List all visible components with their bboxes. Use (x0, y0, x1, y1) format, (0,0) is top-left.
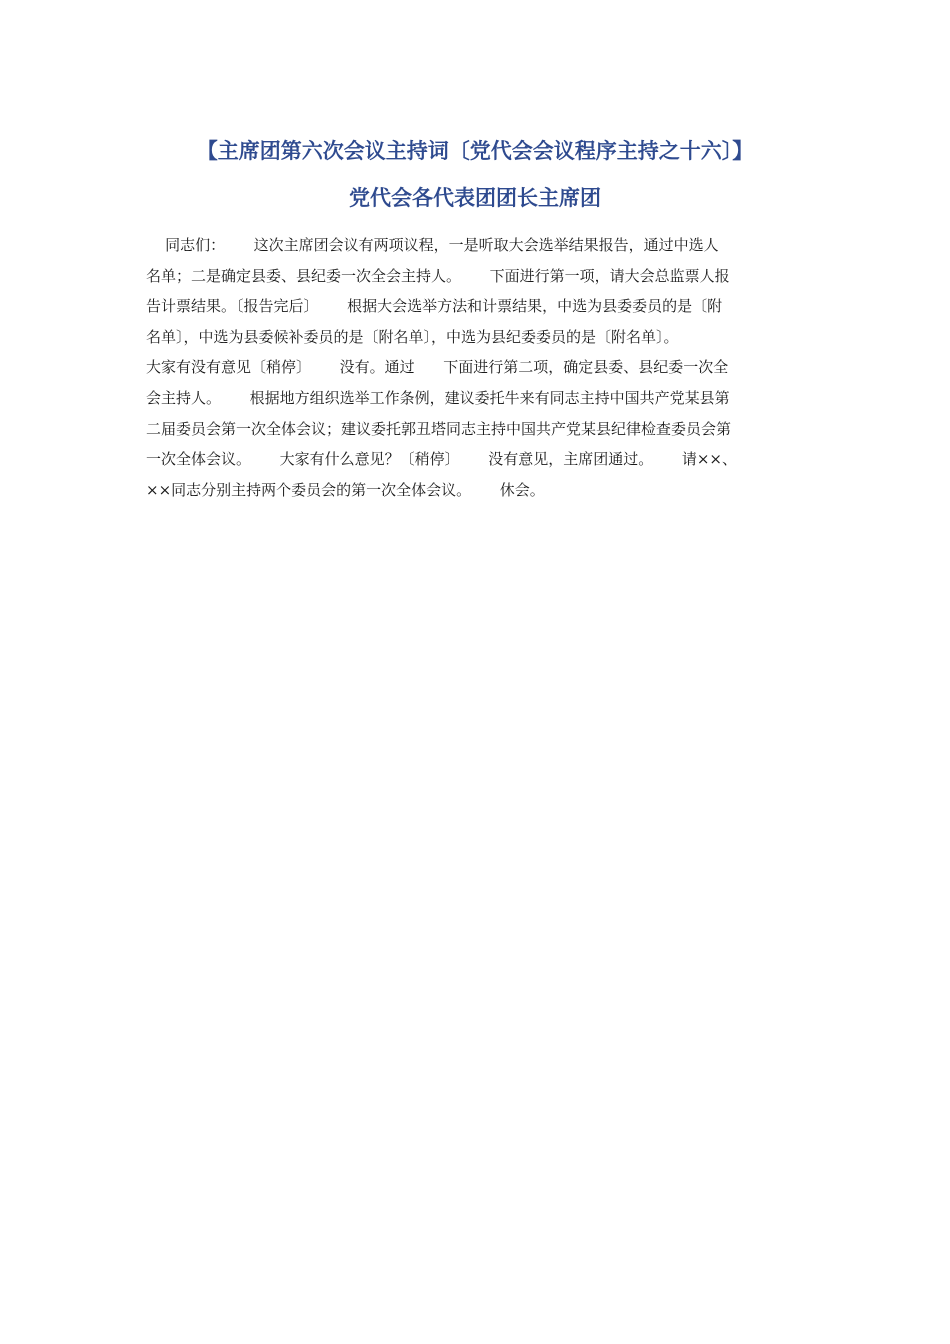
body-line: 大家有没有意见〔稍停〕 没有。通过 下面进行第二项，确定县委、县纪委一次全 (146, 358, 729, 377)
body-line: ××同志分别主持两个委员会的第一次全体会议。 休会。 (146, 480, 545, 499)
body-line: 二届委员会第一次全体会议；建议委托郭丑塔同志主持中国共产党某县纪律检查委员会第 (146, 419, 732, 438)
body-line: 名单〕，中选为县委候补委员的是〔附名单〕，中选为县纪委委员的是〔附名单〕。 (146, 327, 679, 346)
body-line: 名单；二是确定县委、县纪委一次全会主持人。 下面进行第一项，请大会总监票人报 (146, 266, 730, 285)
document-title: 【主席团第六次会议主持词〔党代会会议程序主持之十六〕】 (196, 139, 754, 163)
document-subtitle: 党代会各代表团团长主席团 (349, 186, 601, 210)
body-line: 告计票结果。〔报告完后〕 根据大会选举方法和计票结果，中选为县委委员的是〔附 (146, 297, 723, 316)
document-body (146, 230, 806, 505)
body-line: 会主持人。 根据地方组织选举工作条例，建议委托牛来有同志主持中国共产党某县第 (146, 388, 730, 407)
body-line: 同志们： 这次主席团会议有两项议程，一是听取大会选举结果报告，通过中选人 (146, 236, 719, 254)
body-line: 一次全体会议。 大家有什么意见？〔稍停〕 没有意见，主席团通过。 请××、 (146, 450, 737, 469)
